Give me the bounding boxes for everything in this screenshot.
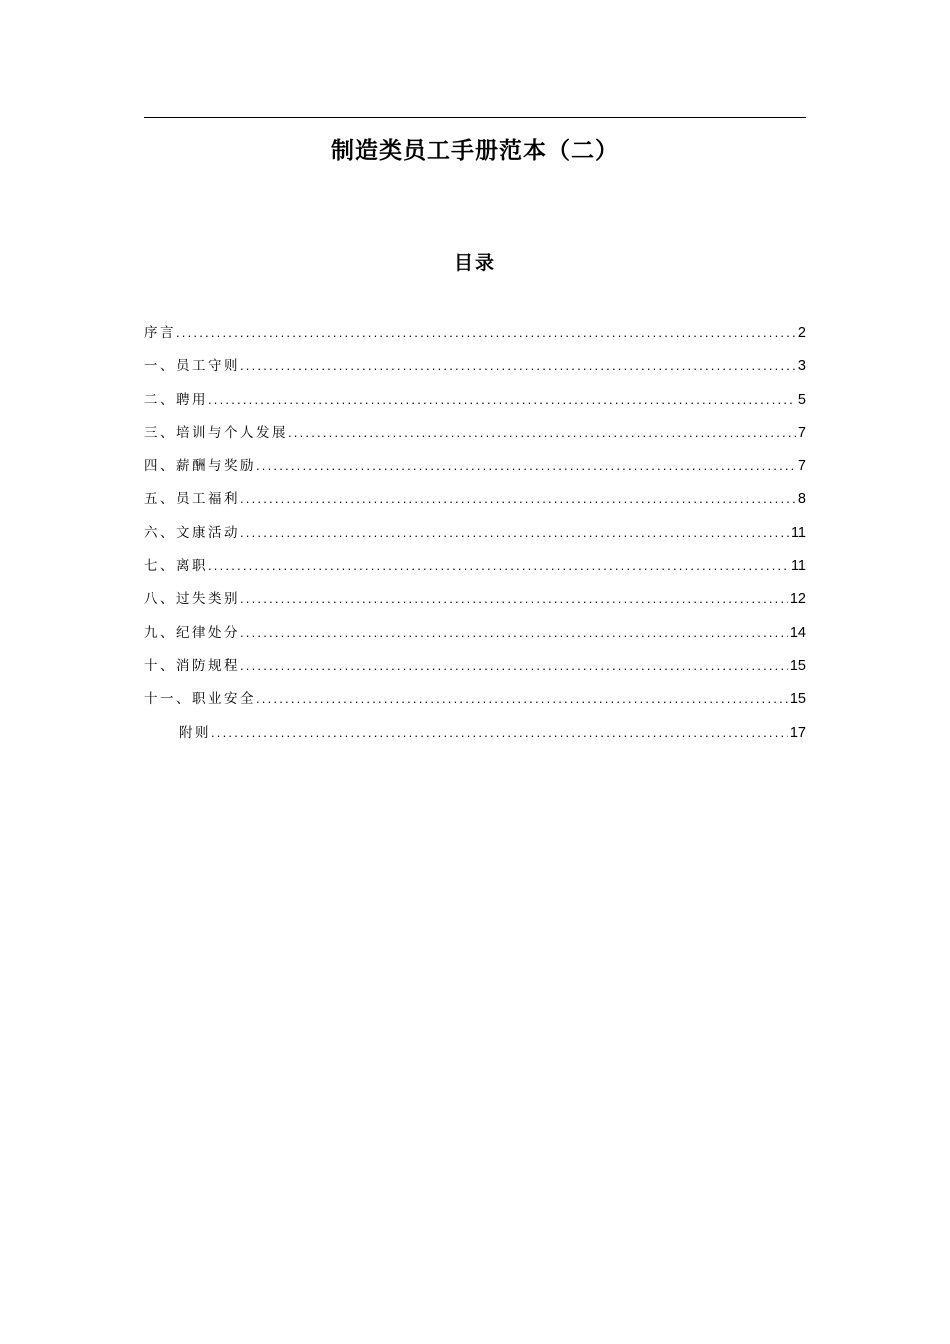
toc-entry-label: 六、文康活动	[144, 524, 240, 541]
toc-entry-recreation[interactable]	[144, 521, 806, 554]
toc-entry-label: 五、员工福利	[144, 491, 240, 508]
toc-entry-page: 15	[789, 691, 806, 708]
toc-entry-page: 8	[797, 491, 806, 508]
toc-entry-benefits[interactable]	[144, 487, 806, 520]
document-title: 制造类员工手册范本（二）	[331, 138, 619, 164]
toc-entry-page: 12	[789, 591, 806, 608]
dot-leader	[240, 587, 788, 611]
toc-entry-label: 一、员工守则	[144, 358, 240, 375]
toc-entry-label: 十一、职业安全	[144, 691, 256, 708]
toc-heading: 目录	[453, 252, 496, 274]
toc-entry-page: 5	[797, 391, 806, 408]
dot-leader	[240, 487, 796, 511]
toc-entry-page: 17	[789, 724, 806, 741]
toc-entry-page: 7	[797, 458, 806, 475]
dot-leader	[256, 454, 796, 478]
dot-leader	[208, 388, 796, 412]
toc-entry-offense-categories[interactable]	[144, 587, 806, 620]
dot-leader	[176, 321, 796, 345]
dot-leader	[240, 654, 788, 678]
toc-entry-page: 15	[789, 657, 806, 674]
toc-entry-page: 3	[797, 358, 806, 375]
table-of-contents	[144, 321, 806, 754]
dot-leader	[256, 687, 788, 711]
header-rule	[144, 117, 806, 118]
toc-entry-label: 九、纪律处分	[144, 624, 240, 641]
toc-entry-page: 11	[790, 524, 806, 541]
toc-entry-label: 三、培训与个人发展	[144, 424, 288, 441]
toc-entry-occupational-safety[interactable]	[144, 687, 806, 720]
toc-entry-compensation[interactable]	[144, 454, 806, 487]
dot-leader	[240, 354, 796, 378]
toc-entry-appendix[interactable]	[144, 721, 806, 754]
toc-entry-label: 十、消防规程	[144, 657, 240, 674]
toc-entry-label: 八、过失类别	[144, 591, 240, 608]
toc-entry-page: 14	[789, 624, 806, 641]
toc-entry-label: 二、聘用	[144, 391, 208, 408]
toc-entry-page: 11	[790, 558, 806, 575]
toc-entry-page: 2	[797, 325, 806, 341]
dot-leader	[208, 554, 789, 578]
dot-leader	[240, 521, 789, 545]
toc-entry-training[interactable]	[144, 421, 806, 454]
toc-entry-label: 序言	[144, 325, 176, 341]
toc-entry-label: 七、离职	[144, 558, 208, 575]
toc-entry-fire-safety[interactable]	[144, 654, 806, 687]
toc-entry-label: 四、薪酬与奖励	[144, 458, 256, 475]
toc-entry-employment[interactable]	[144, 388, 806, 421]
dot-leader	[240, 621, 788, 645]
dot-leader	[288, 421, 796, 445]
dot-leader	[211, 721, 788, 745]
toc-entry-resignation[interactable]	[144, 554, 806, 587]
toc-entry-preface[interactable]	[144, 321, 806, 354]
toc-entry-disciplinary-action[interactable]	[144, 621, 806, 654]
toc-entry-label: 附则	[179, 724, 211, 741]
toc-entry-employee-code[interactable]	[144, 354, 806, 387]
toc-entry-page: 7	[797, 424, 806, 441]
